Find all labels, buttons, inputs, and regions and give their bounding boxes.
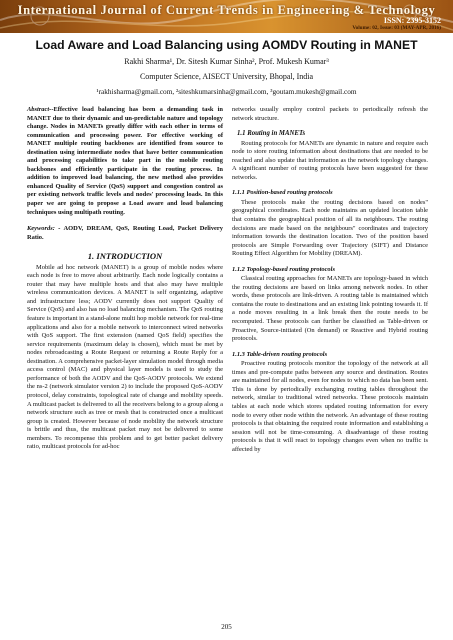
issn: ISSN: 2395-3152 — [383, 16, 441, 25]
affiliation: Computer Science, AISECT University, Bhopal, India — [139, 72, 314, 81]
position-paragraph: These protocols make the routing decisions based on nodes" geographical coordinates. Each node maintains an updated location table that contains the geographical position of all its neighbours. The routing decisions are made based on the neighbours" coordinates and trajectory information towards the destination location. Two of the position based protocols are Simple Forwarding over Trajectory (SIFT) and Distance Routing Effect Algorithm for Mobility (DREAM). — [232, 198, 428, 258]
introduction-paragraph: Mobile ad hoc network (MANET) is a group of mobile nodes where each node is free to move about arbitrarily. Each node logically contains a router that may have multiple hosts and that also may have multiple wireless communication devices. A MANET is self organizing, adaptive and infrastructure less; AODV currently does not support Quality of Service (QoS) and also has no load balancing mechanism. The QoS routing feature is important in a stand-alone multi hop mobile network for real-time applications and also for a mobile network to interconnect wired networks with QoS support. The first extension (named QoS field) specifies the service requirements (maximum delay is chosen), which must be met by nodes rebroadcasting a Route Request or returning a Route Reply for a destination. A comprehensive packet-layer simulation model through media access control (MAC) and physical layer models is used to study the performance of both the AODV and the QoS-AODV protocols. We extend the ns-2 (network simulator version 2) to include the proposed QoS-AODV protocol, delay constraints, topological rate of change and mobility speeds. A multicast packet is delivered to all the receivers belong to a group along a network structure such as tree or mesh that is constructed once a multicast group is created. However because of node mobility the network structure is brittle and thus, the multicast packet may not be delivered to some members. To recompense this problem and to get better packet delivery ratio, multicast protocols for ad-hoc — [27, 263, 223, 451]
abstract — [27, 106, 223, 217]
keywords-label: Keywords: - — [27, 225, 61, 233]
journal-title: International Journal of Current Trends in Engineering & Technology — [17, 3, 436, 17]
routing-paragraph: Routing protocols for MANETs are dynamic in nature and require each node to store routing information about destinations that are needed to be reached and also update that information as the network topology changes. A significant number of routing protocols have been suggested for these networks. — [232, 139, 428, 181]
subsubsection-heading-topology: 1.1.2 Topology-based routing protocols — [232, 265, 335, 273]
right-column — [232, 106, 428, 454]
introduction-continued: networks usually employ control packets to periodically refresh the network structure. — [232, 106, 428, 122]
authors: Rakhi Sharma¹, Dr. Sitesh Kumar Sinha², Prof. Mukesh Kumar³ — [124, 57, 329, 66]
author-emails: ¹rakhisharma@gmail.com, ²siteshkumarsinha@gmail.com, ³goutam.mukesh@gmail.com — [96, 87, 357, 96]
subsubsection-heading-table-driven: 1.1.3 Table-driven routing protocols — [232, 350, 328, 358]
subsection-heading-routing: 1.1 Routing in MANETs — [237, 130, 306, 138]
abstract-label: Abstract-- — [27, 106, 54, 113]
journal-banner — [0, 0, 453, 33]
table-driven-paragraph: Proactive routing protocols monitor the topology of the network at all times and pre-compute paths between any source and destination. Routes are maintained for all nodes, even for nodes to which no data has been sent. This is done by periodically exchanging routing tables throughout the network, similar to traditional wired networks. These protocols maintain tables at each node which stores updated routing information for every node to every other node within the network. An advantage of these routing protocols is that obtaining the required route information and establishing a session will not be time-consuming. A disadvantage of these routing protocols is that it will react to topology changes even when no traffic is affected by — [232, 360, 428, 453]
keywords-text: AODV, DREAM, QoS, Routing Load, Packet Delivery Ratio. — [27, 225, 223, 241]
topology-paragraph: Classical routing approaches for MANETs are topology-based in which the routing decisions are based on links among network nodes. In other words, these protocols are link-driven. A routing table is maintained which contains the route to destinations and an existing link pointing towards it. If a node moves resulting in a link break then the route needs to be recomputed. These protocols can further be classified as Table-driven or Proactive, Source-initiated (On demand) or Reactive and Hybrid routing protocols. — [232, 275, 428, 343]
page-number: 205 — [221, 623, 232, 631]
left-column — [27, 106, 223, 452]
section-heading-introduction: 1. INTRODUCTION — [87, 251, 163, 262]
volume-issue: Volume: 02, Issue: 03 (MAY-APR, 2016) — [352, 25, 441, 31]
subsubsection-heading-position: 1.1.1 Position-based routing protocols — [232, 189, 333, 197]
paper-title: Load Aware and Load Balancing using AOMDV Routing in MANET — [35, 38, 418, 52]
keywords — [27, 225, 223, 242]
abstract-text: Effective load balancing has been a demanding task in MANET due to their dynamic and un-predictable nature and topology change. Nodes in MANETs greatly differ with each other in terms of communication and processing power. For effective working of MANET multiple routing backbones are identified from source to destination using intermediate nodes that have better communication and processing capabilities to take part in the mobile routing backbones and efficiently participate in the routing process. In addition to improved load balancing, the new method also provides enhanced Quality of Service (QoS) support and congestion control as per existing network traffic levels and nodes' processing loads. In this paper we are going to propose a Load aware and load balancing techniques using multipath routing. — [27, 106, 223, 216]
